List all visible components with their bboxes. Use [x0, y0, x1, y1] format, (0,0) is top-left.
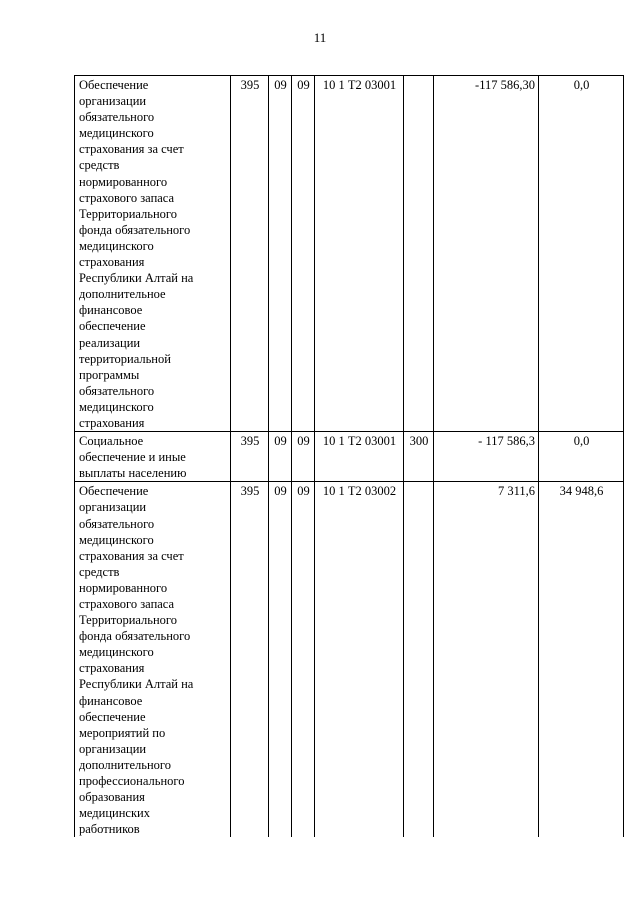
- amount-year1-cell: - 117 586,3: [434, 432, 539, 482]
- item-name-line: организации: [79, 741, 147, 756]
- item-name-line: медицинских: [79, 806, 150, 821]
- item-name-line: обязательного: [79, 516, 155, 531]
- item-name-line: нормированного: [79, 580, 168, 595]
- grbs-cell: 395: [231, 432, 269, 482]
- item-name-line: средств: [79, 158, 120, 173]
- podrazdel-cell: 09: [292, 482, 315, 838]
- item-name-line: фонда обязательного: [79, 629, 191, 644]
- item-name-line: мероприятий по: [79, 725, 166, 740]
- item-name-line: обеспечение: [79, 709, 146, 724]
- table-row: [75, 432, 624, 482]
- grbs-cell: 395: [231, 76, 269, 432]
- target-article-cell: 10 1 Т2 03002: [315, 482, 404, 838]
- item-name-line: Республики Алтай на: [79, 271, 194, 286]
- item-name-line: страхования: [79, 415, 145, 430]
- razdel-cell: 09: [269, 482, 292, 838]
- amount-year2-cell: 34 948,6: [539, 482, 624, 838]
- item-name-line: дополнительное: [79, 287, 166, 302]
- expense-type-cell: [404, 76, 434, 432]
- item-name-line: выплаты населению: [79, 466, 187, 481]
- item-name-cell: [75, 482, 231, 838]
- amount-year2-cell: 0,0: [539, 432, 624, 482]
- item-name-line: Территориального: [79, 206, 177, 221]
- table-row: [75, 76, 624, 432]
- item-name-line: организации: [79, 94, 147, 109]
- item-name-line: организации: [79, 500, 147, 515]
- razdel-cell: 09: [269, 76, 292, 432]
- item-name-line: страхования за счет: [79, 548, 184, 563]
- item-name-line: медицинского: [79, 126, 154, 141]
- item-name-line: финансовое: [79, 693, 143, 708]
- amount-year1-cell: 7 311,6: [434, 482, 539, 838]
- item-name-line: обеспечение: [79, 319, 146, 334]
- item-name-line: обеспечение и иные: [79, 450, 186, 465]
- item-name-line: страхового запаса: [79, 190, 175, 205]
- item-name-line: дополнительного: [79, 757, 171, 772]
- table-row: [75, 482, 624, 838]
- item-name-line: медицинского: [79, 645, 154, 660]
- item-name-line: работников: [79, 822, 140, 837]
- target-article-cell: 10 1 Т2 03001: [315, 76, 404, 432]
- item-name-cell: [75, 432, 231, 482]
- item-name-line: средств: [79, 564, 120, 579]
- target-article-cell: 10 1 Т2 03001: [315, 432, 404, 482]
- item-name-line: фонда обязательного: [79, 222, 191, 237]
- item-name-line: Обеспечение: [79, 484, 149, 499]
- page-number: 11: [313, 30, 327, 45]
- item-name-line: нормированного: [79, 174, 168, 189]
- item-name-cell: [75, 76, 231, 432]
- razdel-cell: 09: [269, 432, 292, 482]
- item-name-line: страхования: [79, 661, 145, 676]
- amount-year1-cell: -117 586,30: [434, 76, 539, 432]
- item-name-line: финансовое: [79, 303, 143, 318]
- item-name-line: профессионального: [79, 774, 185, 789]
- item-name-line: Обеспечение: [79, 78, 149, 92]
- item-name-line: территориальной: [79, 351, 171, 366]
- podrazdel-cell: 09: [292, 432, 315, 482]
- item-name-line: Республики Алтай на: [79, 677, 194, 692]
- amount-year2-cell: 0,0: [539, 76, 624, 432]
- item-name-line: Территориального: [79, 613, 177, 628]
- budget-table: [74, 75, 624, 837]
- expense-type-cell: 300: [404, 432, 434, 482]
- item-name-line: медицинского: [79, 399, 154, 414]
- expense-type-cell: [404, 482, 434, 838]
- item-name-line: образования: [79, 790, 145, 805]
- item-name-line: страхового запаса: [79, 597, 175, 611]
- item-name-line: обязательного: [79, 110, 155, 125]
- item-name-line: обязательного: [79, 383, 155, 398]
- item-name-line: страхования за счет: [79, 142, 184, 157]
- item-name-line: программы: [79, 367, 140, 382]
- item-name-line: Социальное: [79, 434, 144, 449]
- item-name-line: медицинского: [79, 238, 154, 253]
- podrazdel-cell: 09: [292, 76, 315, 432]
- item-name-line: страхования: [79, 255, 145, 270]
- grbs-cell: 395: [231, 482, 269, 838]
- item-name-line: медицинского: [79, 532, 154, 547]
- item-name-line: реализации: [79, 335, 141, 350]
